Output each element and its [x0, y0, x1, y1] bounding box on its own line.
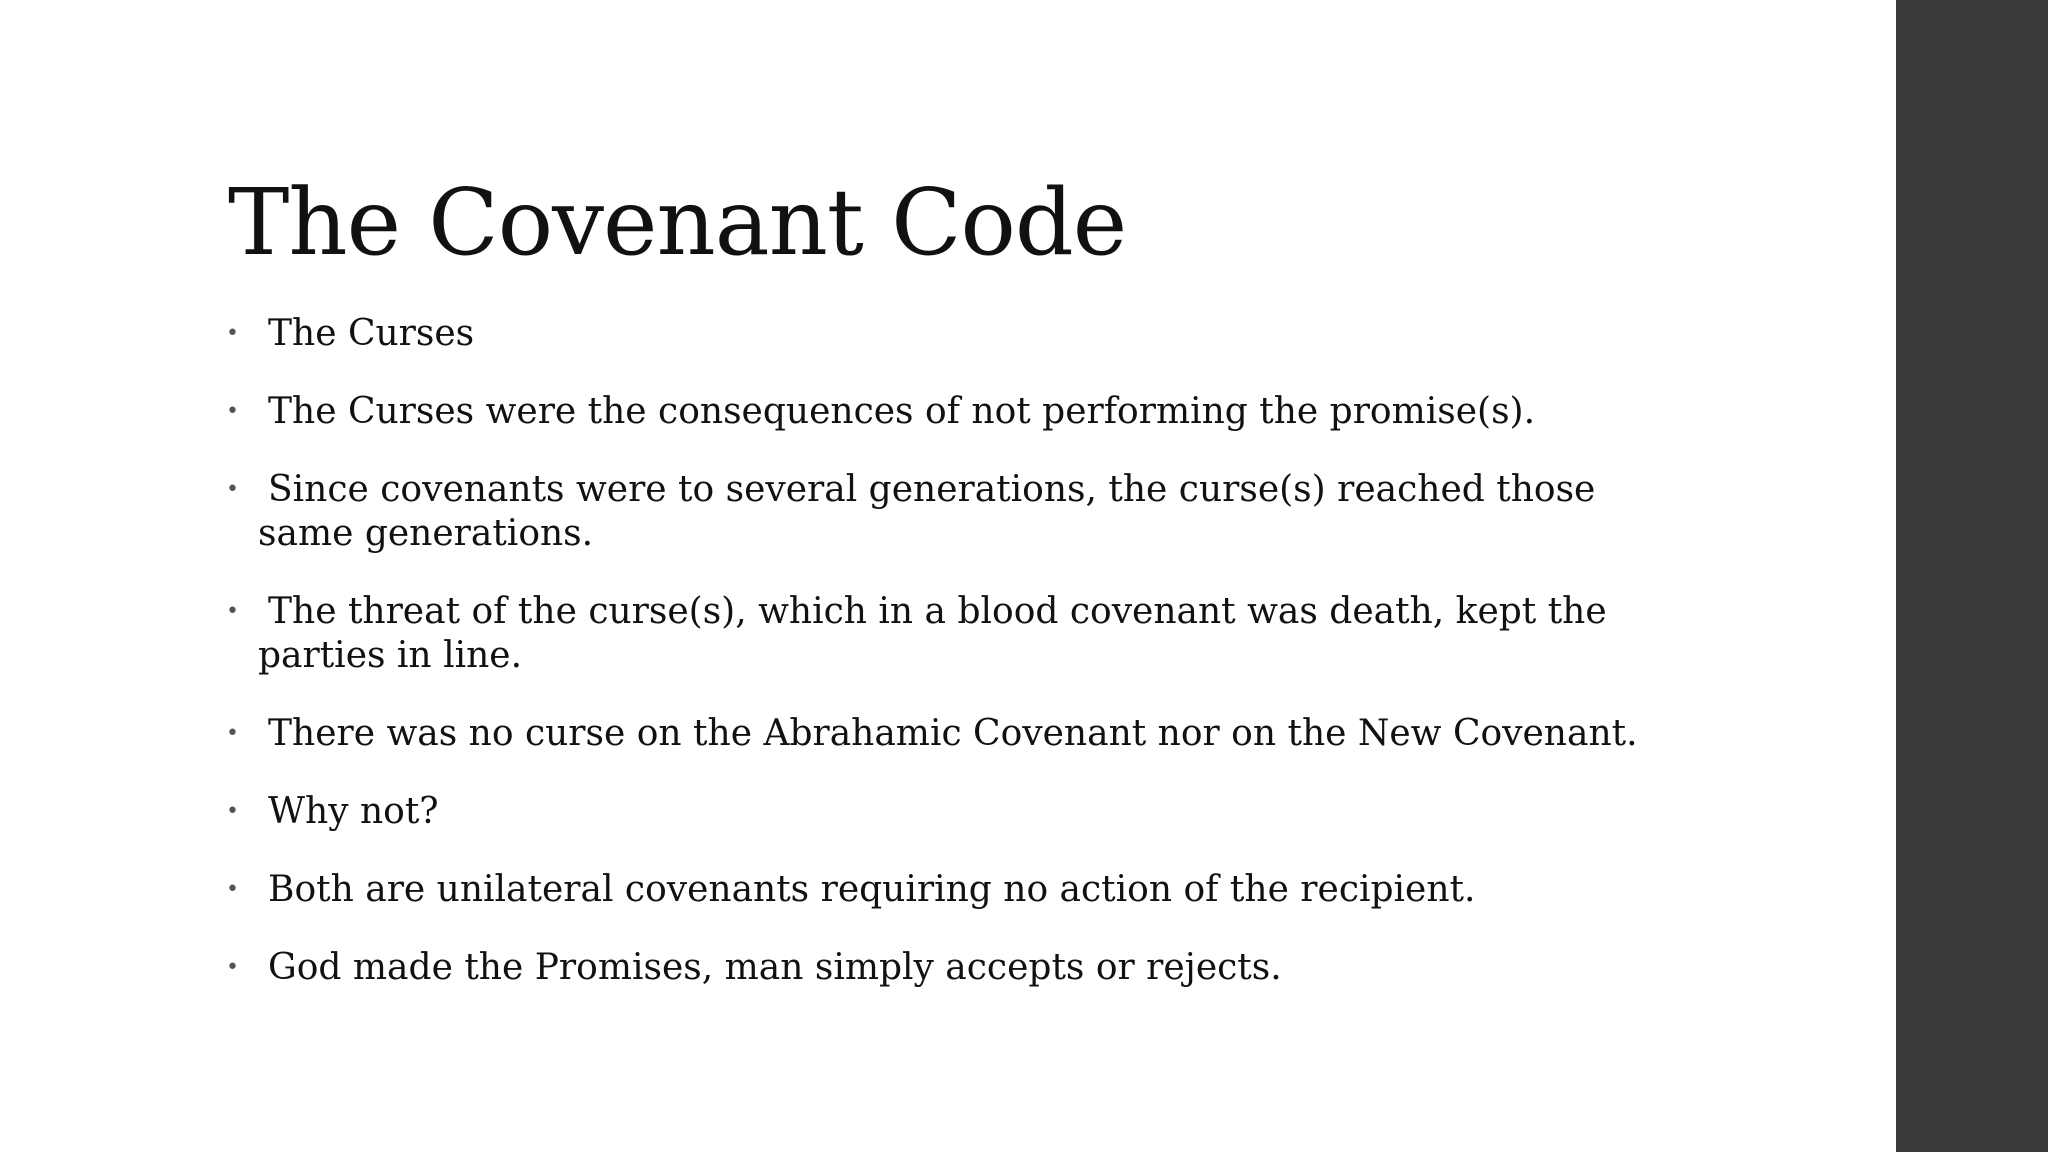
bullet-item — [226, 312, 1646, 356]
bullet-dot-icon: • — [226, 399, 239, 424]
bullet-item — [226, 790, 1646, 834]
bullet-item — [226, 390, 1646, 434]
bullet-dot-icon: • — [226, 955, 239, 980]
bullet-text: God made the Promises, man simply accepts or rejects. — [268, 947, 1282, 988]
bullet-text: There was no curse on the Abrahamic Covenant nor on the New Covenant. — [268, 713, 1638, 754]
bullet-item — [226, 946, 1646, 990]
bullet-item — [226, 590, 1646, 678]
bullet-dot-icon: • — [226, 599, 239, 624]
bullet-text: Both are unilateral covenants requiring no action of the recipient. — [268, 869, 1476, 910]
bullet-item — [226, 468, 1646, 556]
bullet-text: Why not? — [268, 791, 439, 832]
bullet-dot-icon: • — [226, 877, 239, 902]
bullet-dot-icon: • — [226, 721, 239, 746]
bullet-dot-icon: • — [226, 477, 239, 502]
bullet-text: The threat of the curse(s), which in a blood covenant was death, kept the parties in line. — [258, 591, 1607, 676]
bullet-text: Since covenants were to several generations, the curse(s) reached those same generations. — [258, 469, 1596, 554]
bullet-dot-icon: • — [226, 799, 239, 824]
bullet-list — [226, 312, 1646, 1024]
bullet-item — [226, 868, 1646, 912]
bullet-dot-icon: • — [226, 321, 239, 346]
side-bar — [1896, 0, 2048, 1152]
slide-title: The Covenant Code — [228, 169, 1127, 276]
bullet-text: The Curses were the consequences of not performing the promise(s). — [268, 391, 1536, 432]
bullet-text: The Curses — [268, 313, 475, 354]
bullet-item — [226, 712, 1646, 756]
